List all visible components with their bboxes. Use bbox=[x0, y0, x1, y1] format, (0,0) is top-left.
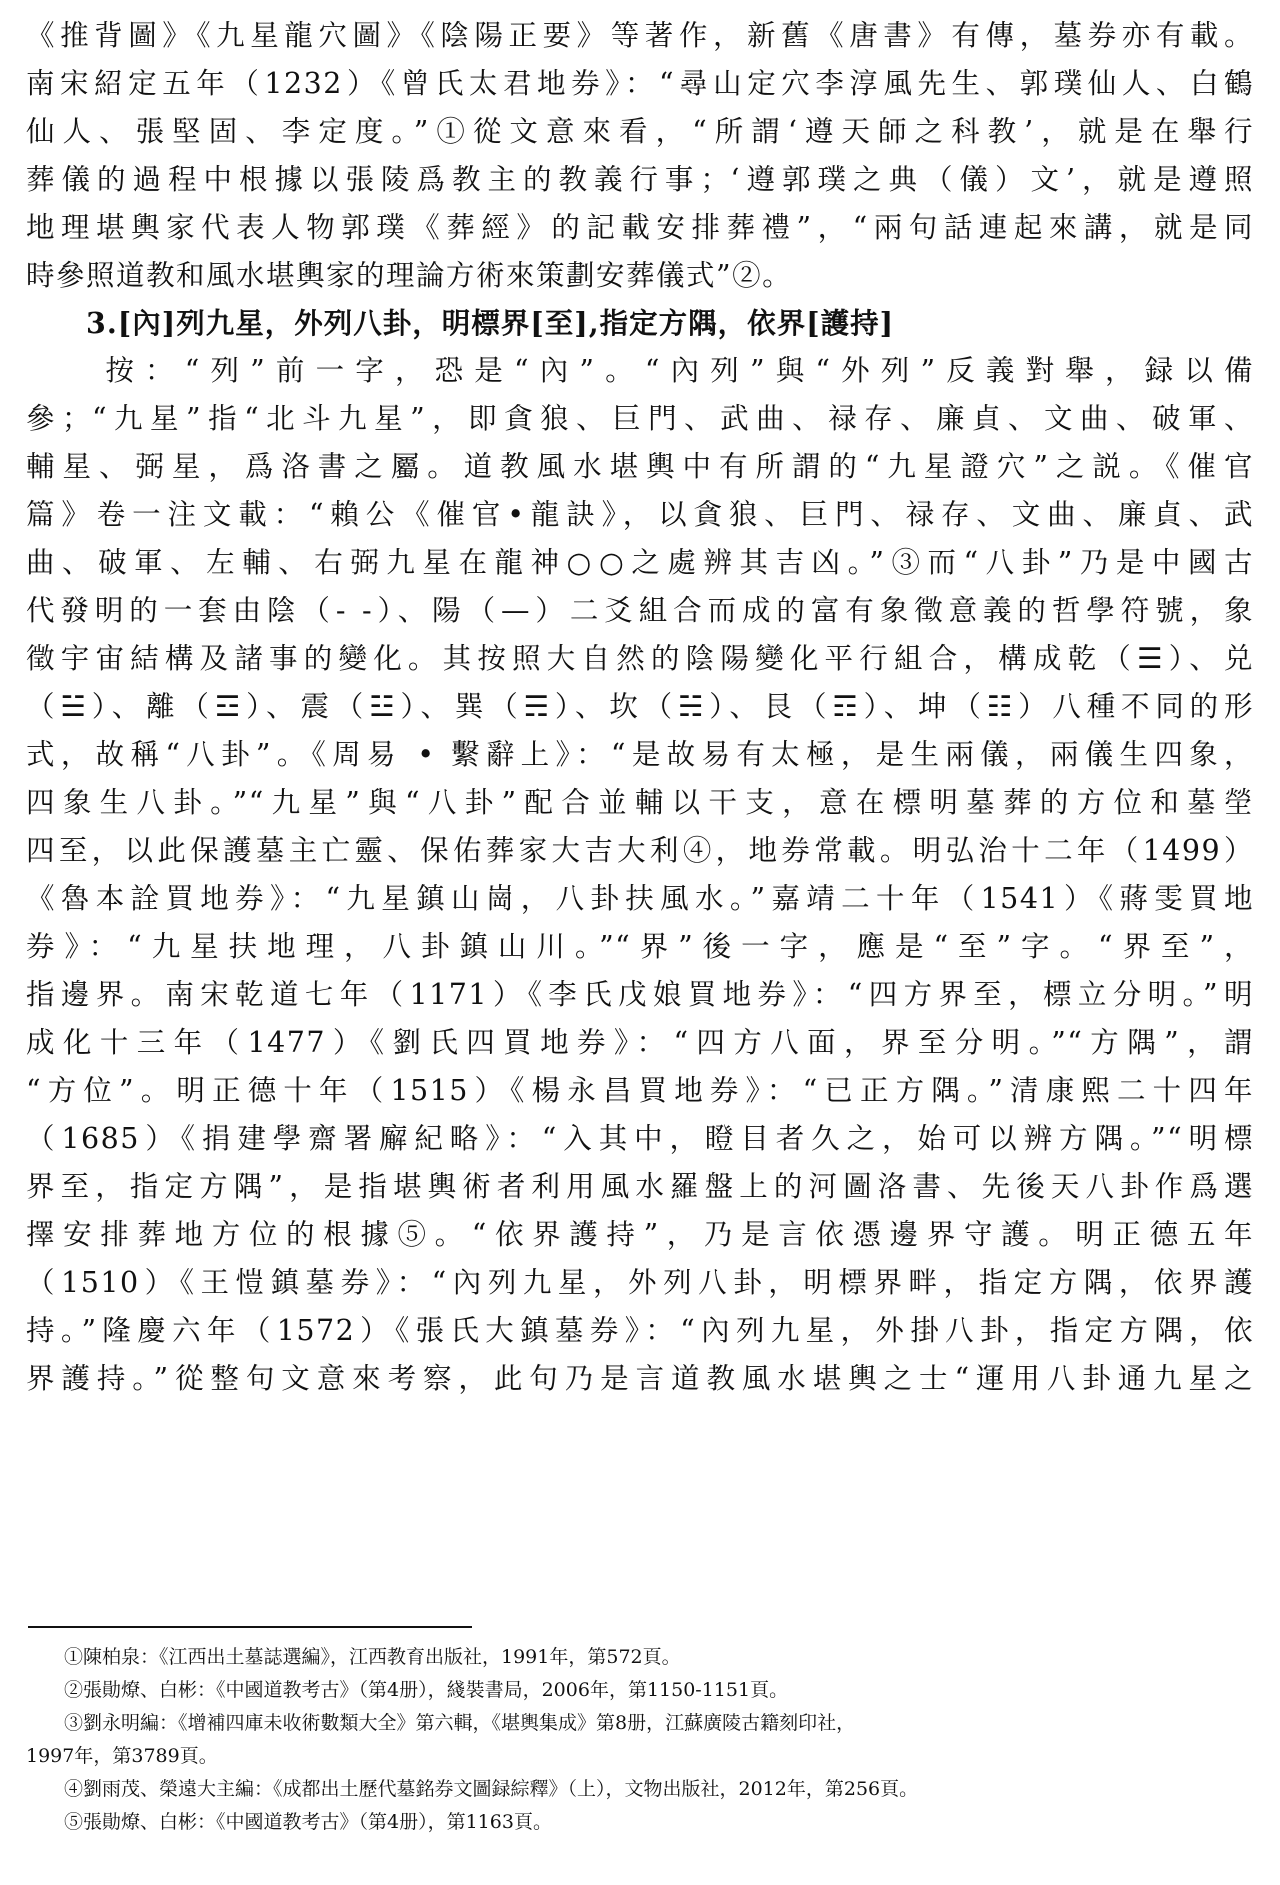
body-line: 時參照道教和風水堪輿家的理論方術來策劃安葬儀式”②。 bbox=[26, 259, 793, 292]
body-line: 擇安排葬地方位的根據⑤。“依界護持”，乃是言依憑邊界守護。明正德五年 bbox=[26, 1218, 1254, 1251]
body-line: 仙人、張堅固、李定度。”①從文意來看，“所謂‘遵天師之科教’，就是在舉行 bbox=[26, 115, 1254, 148]
body-line: 地理堪輿家代表人物郭璞《葬經》的記載安排葬禮”，“兩句話連起來講，就是同 bbox=[26, 211, 1254, 244]
section-heading: 3.[內]列九星，外列八卦，明標界[至],指定方隅，依界[護持] bbox=[86, 306, 895, 340]
body-line: 徵宇宙結構及諸事的變化。其按照大自然的陰陽變化平行組合，構成乾（☰）、兑 bbox=[26, 642, 1254, 675]
footnote: ②張勛燎、白彬：《中國道教考古》（第4册），綫裝書局，2006年，第1150-1151頁。 bbox=[26, 1679, 789, 1701]
body-line: 界護持。”從整句文意來考察，此句乃是言道教風水堪輿之士“運用八卦通九星之 bbox=[26, 1362, 1254, 1395]
footnote: ④劉雨茂、榮遠大主編：《成都出土歷代墓銘券文圖録綜釋》（上），文物出版社，2012年，第256頁。 bbox=[26, 1778, 919, 1800]
body-line: 南宋紹定五年（1232）《曾氏太君地券》：“尋山定穴李淳風先生、郭璞仙人、白鶴 bbox=[26, 67, 1254, 100]
body-line: 式，故稱“八卦”。《周易 • 繫辭上》：“是故易有太極，是生兩儀，兩儀生四象， bbox=[26, 738, 1254, 771]
body-line: 券》：“九星扶地理，八卦鎮山川。”“界”後一字，應是“至”字。“界至”， bbox=[26, 930, 1254, 963]
body-line: 指邊界。南宋乾道七年（1171）《李氏戊娘買地券》：“四方界至，標立分明。”明 bbox=[26, 978, 1254, 1011]
body-line: （☱）、離（☲）、震（☳）、巽（☴）、坎（☵）、艮（☶）、坤（☷）八種不同的形 bbox=[26, 690, 1254, 723]
body-line: 輔星、弼星，爲洛書之屬。道教風水堪輿中有所謂的“九星證穴”之説。《催官 bbox=[26, 450, 1254, 483]
body-line: 成化十三年（1477）《劉氏四買地券》：“四方八面，界至分明。”“方隅”，謂 bbox=[26, 1026, 1254, 1059]
footnote: 1997年，第3789頁。 bbox=[26, 1745, 218, 1767]
body-line: （1510）《王愷鎮墓券》：“內列九星，外列八卦，明標界畔，指定方隅，依界護 bbox=[26, 1266, 1254, 1299]
body-line: 界至，指定方隅”，是指堪輿術者利用風水羅盤上的河圖洛書、先後天八卦作爲選 bbox=[26, 1170, 1254, 1203]
body-line: 代發明的一套由陰（- -）、陽（—）二爻組合而成的富有象徵意義的哲學符號，象 bbox=[26, 594, 1254, 627]
footnote: ⑤張勛燎、白彬：《中國道教考古》（第4册），第1163頁。 bbox=[26, 1811, 552, 1833]
body-line: 參；“九星”指“北斗九星”，即貪狼、巨門、武曲、禄存、廉貞、文曲、破軍、 bbox=[26, 402, 1254, 435]
body-line: 《推背圖》《九星龍穴圖》《陰陽正要》等著作，新舊《唐書》有傳，墓券亦有載。 bbox=[26, 19, 1254, 52]
body-line: 篇》卷一注文載：“賴公《催官•龍訣》，以貪狼、巨門、禄存、文曲、廉貞、武 bbox=[26, 498, 1254, 531]
footnote: ①陳柏泉：《江西出土墓誌選編》，江西教育出版社，1991年，第572頁。 bbox=[26, 1646, 681, 1668]
body-line: “方位”。明正德十年（1515）《楊永昌買地券》：“已正方隅。”清康熙二十四年 bbox=[26, 1074, 1254, 1107]
body-line: 葬儀的過程中根據以張陵爲教主的教義行事；‘遵郭璞之典（儀）文’，就是遵照 bbox=[26, 163, 1254, 196]
body-line: 按：“列”前一字，恐是“內”。“內列”與“外列”反義對舉，録以備 bbox=[26, 354, 1254, 387]
footnote-divider bbox=[28, 1626, 472, 1628]
body-line: 四象生八卦。”“九星”與“八卦”配合並輔以干支，意在標明墓葬的方位和墓塋 bbox=[26, 786, 1254, 819]
body-line: 《魯本詮買地券》：“九星鎮山崗，八卦扶風水。”嘉靖二十年（1541）《蔣雯買地 bbox=[26, 882, 1254, 915]
footnote: ③劉永明編：《增補四庫未收術數類大全》第六輯，《堪輿集成》第8册，江蘇廣陵古籍刻印社， bbox=[26, 1712, 856, 1734]
body-line: 四至，以此保護墓主亡靈、保佑葬家大吉大利④，地券常載。明弘治十二年（1499） bbox=[26, 834, 1254, 867]
body-line: （1685）《捐建學齋署廨紀略》：“入其中，瞪目者久之，始可以辨方隅。”“明標 bbox=[26, 1122, 1254, 1155]
body-line: 曲、破軍、左輔、右弼九星在龍神○○之處辨其吉凶。”③而“八卦”乃是中國古 bbox=[26, 546, 1254, 579]
body-line: 持。”隆慶六年（1572）《張氏大鎮墓券》：“內列九星，外掛八卦，指定方隅，依 bbox=[26, 1314, 1254, 1347]
